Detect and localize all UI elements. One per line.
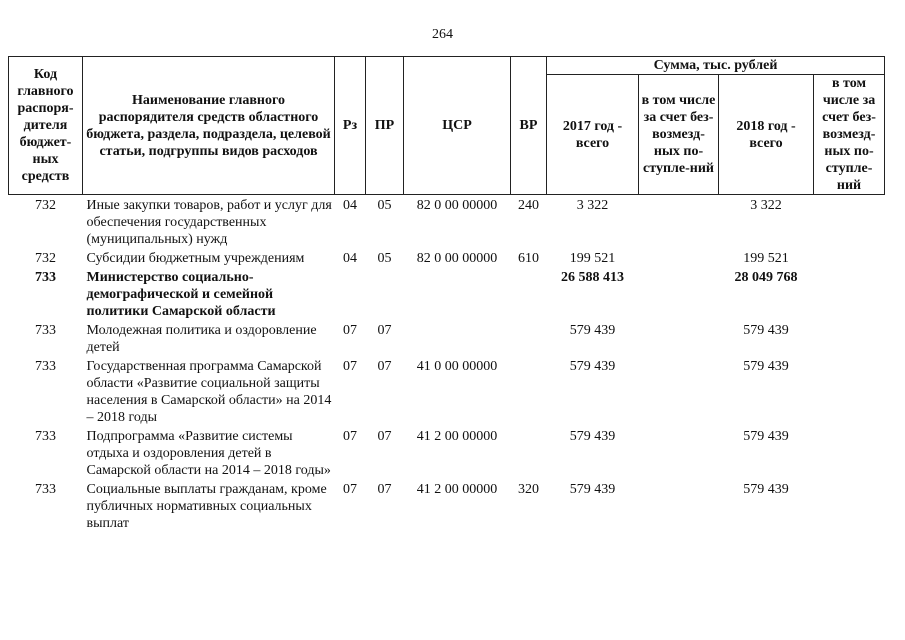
table-body: [9, 195, 885, 535]
cell-csr: 82 0 00 00000: [416, 251, 498, 266]
cell-vr: [511, 322, 547, 358]
cell-rz: 07: [343, 482, 357, 497]
cell-2017-incl: [639, 250, 719, 269]
cell-2018-incl: [814, 428, 885, 481]
cell-2018-total: 28 049 768: [734, 270, 798, 285]
cell-2017-total: 26 588 413: [561, 270, 624, 285]
cell-2017-total: 579 439: [569, 482, 616, 497]
cell-2018-total: 579 439: [743, 359, 789, 374]
cell-2018-total: 579 439: [743, 482, 789, 497]
cell-pr: 07: [377, 429, 392, 444]
cell-vr: 320: [518, 482, 539, 497]
table-row: [9, 322, 885, 358]
cell-csr: 41 0 00 00000: [416, 359, 498, 374]
table-row: [9, 428, 885, 481]
cell-rz: 07: [343, 359, 357, 374]
cell-vr: 610: [518, 251, 539, 266]
page-number: 264: [432, 27, 453, 42]
cell-rz: 04: [343, 251, 357, 266]
cell-2018-incl: [814, 250, 885, 269]
table-row: [9, 358, 885, 428]
cell-2017-incl: [639, 269, 719, 322]
table-row: [9, 269, 885, 322]
header-2018-incl: в том числе за счет без-возмезд-ных по-ступле-ний: [814, 75, 885, 195]
cell-vr: [511, 358, 547, 428]
cell-csr: 82 0 00 00000: [416, 198, 498, 213]
cell-2017-incl: [639, 428, 719, 481]
cell-rz: [335, 269, 366, 322]
header-2018-total: 2018 год - всего: [719, 75, 814, 195]
cell-pr: 05: [377, 251, 392, 266]
table-row: [9, 481, 885, 534]
cell-name: Молодежная политика и оздоровление детей: [86, 323, 317, 355]
cell-2018-incl: [814, 481, 885, 534]
table-header: [9, 57, 885, 195]
cell-pr: 05: [377, 198, 392, 213]
cell-2017-total: 579 439: [569, 323, 616, 338]
header-code: Код главного распоря-дителя бюджет-ных средств: [9, 57, 83, 195]
cell-pr: [366, 269, 404, 322]
cell-2018-total: 579 439: [743, 429, 789, 444]
cell-rz: 04: [343, 198, 357, 213]
cell-name: Министерство социально-демографической и семейной политики Самарской области: [86, 270, 276, 319]
header-rz: Рз: [335, 57, 366, 195]
cell-2017-total: 3 322: [576, 198, 609, 213]
cell-csr: [404, 269, 511, 322]
cell-csr: [404, 322, 511, 358]
table-row: [9, 195, 885, 251]
cell-rz: 07: [343, 429, 357, 444]
cell-2017-incl: [639, 322, 719, 358]
cell-2018-total: 579 439: [743, 323, 789, 338]
cell-code: 732: [35, 251, 56, 266]
cell-2018-incl: [814, 358, 885, 428]
cell-2018-total: 3 322: [750, 198, 782, 213]
cell-2017-incl: [639, 481, 719, 534]
cell-code: 733: [35, 323, 56, 338]
cell-pr: 07: [377, 323, 392, 338]
cell-2018-incl: [814, 269, 885, 322]
cell-2017-incl: [639, 358, 719, 428]
cell-code: 733: [35, 359, 56, 374]
cell-pr: 07: [377, 359, 392, 374]
header-name: Наименование главного распорядителя средств областного бюджета, раздела, подраздела, целевой статьи, подгруппы видов расходов: [83, 57, 335, 195]
cell-2017-total: 199 521: [569, 251, 616, 266]
budget-table: [8, 56, 885, 534]
cell-vr: [511, 269, 547, 322]
cell-2018-incl: [814, 195, 885, 251]
cell-2017-incl: [639, 195, 719, 251]
header-sum: Сумма, тыс. рублей: [547, 57, 885, 75]
cell-2017-total: 579 439: [569, 429, 616, 444]
cell-csr: 41 2 00 00000: [416, 429, 498, 444]
cell-code: 733: [35, 482, 56, 497]
cell-2018-incl: [814, 322, 885, 358]
header-2017-incl: в том числе за счет без-возмезд-ных по-ступле-ний: [639, 75, 719, 195]
header-2017-total: 2017 год - всего: [547, 75, 639, 195]
cell-name: Субсидии бюджетным учреждениям: [86, 251, 305, 266]
cell-code: 733: [35, 270, 56, 285]
header-vr: ВР: [511, 57, 547, 195]
cell-vr: [511, 428, 547, 481]
header-csr: ЦСР: [404, 57, 511, 195]
cell-code: 732: [35, 198, 56, 213]
cell-code: 733: [35, 429, 56, 444]
cell-rz: 07: [343, 323, 357, 338]
cell-2018-total: 199 521: [743, 251, 789, 266]
cell-csr: 41 2 00 00000: [416, 482, 498, 497]
cell-pr: 07: [377, 482, 392, 497]
cell-name: Государственная программа Самарской области «Развитие социальной защиты населения в Самарской области» на 2014 – 2018 годы: [86, 359, 332, 425]
cell-vr: 240: [518, 198, 539, 213]
cell-name: Иные закупки товаров, работ и услуг для обеспечения государственных (муниципальных) нужд: [86, 198, 332, 247]
cell-name: Социальные выплаты гражданам, кроме публичных нормативных социальных выплат: [86, 482, 327, 531]
header-pr: ПР: [366, 57, 404, 195]
cell-name: Подпрограмма «Развитие системы отдыха и оздоровления детей в Самарской области на 2014 – 2018 годы»: [86, 429, 331, 478]
table-row: [9, 250, 885, 269]
cell-2017-total: 579 439: [569, 359, 616, 374]
